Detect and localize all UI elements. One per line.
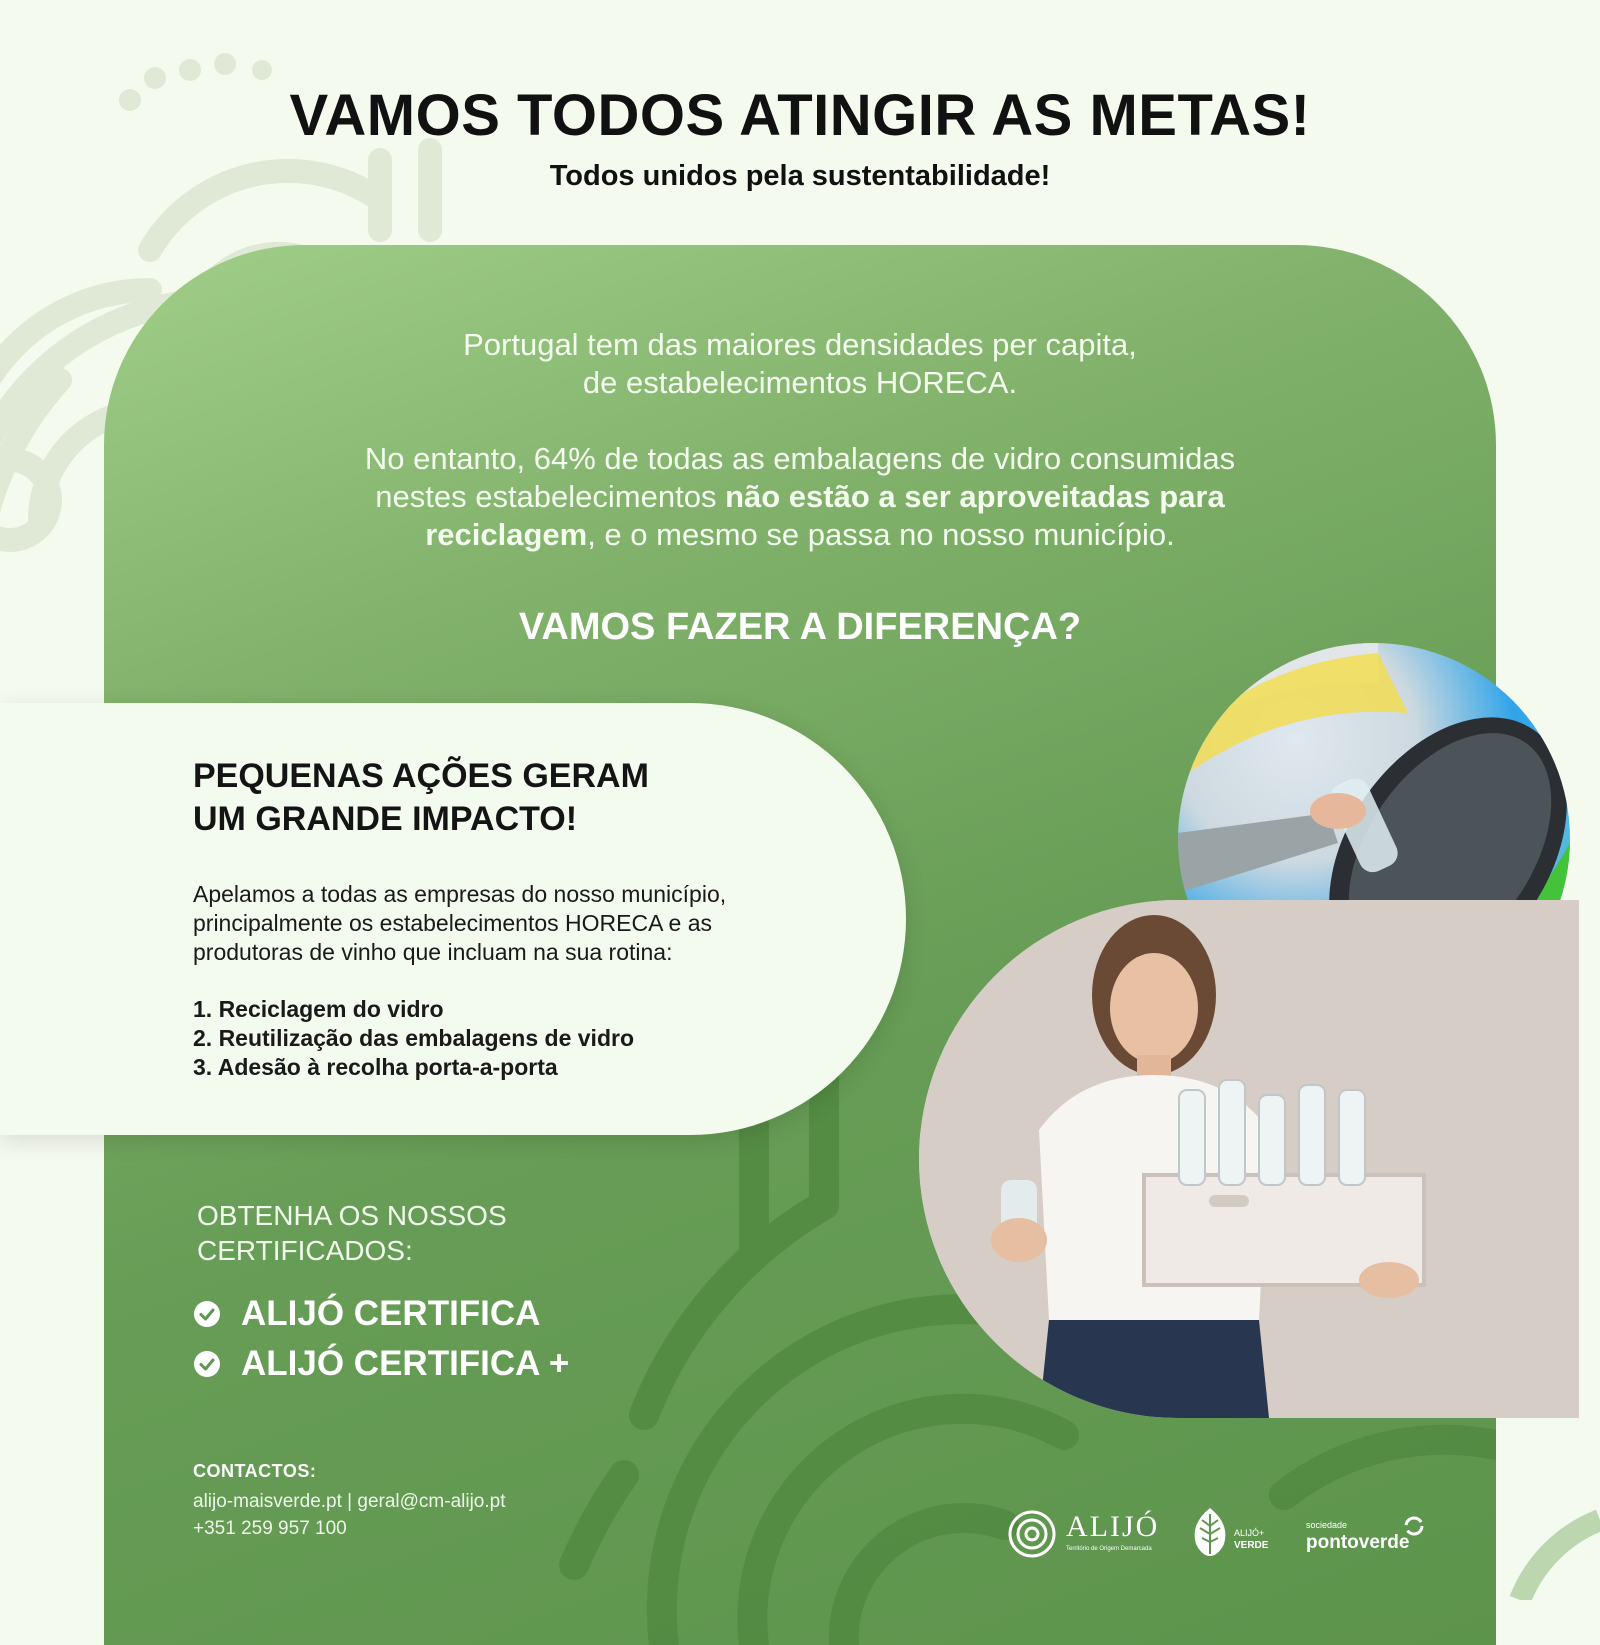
certificate-label: ALIJÓ CERTIFICA + — [241, 1344, 570, 1383]
intro-line: nestes estabelecimentos — [375, 479, 726, 514]
intro-paragraph-1 — [104, 326, 1496, 402]
intro-text — [104, 326, 1496, 554]
list-item: 3. Adesão à recolha porta-a-porta — [193, 1054, 558, 1080]
contacts-web-email: alijo-maisverde.pt | geral@cm-alijo.pt — [193, 1491, 506, 1512]
woman-with-bottles-photo — [919, 900, 1579, 1418]
intro-line: No entanto, 64% de todas as embalagens de vidro consumidas — [364, 441, 1236, 476]
alijo-verde-text: VERDE — [1234, 1540, 1269, 1551]
certificates-heading — [197, 1198, 617, 1268]
check-circle-icon — [193, 1300, 221, 1328]
panel-title-line: PEQUENAS AÇÕES GERAM — [193, 757, 649, 795]
certificate-item — [193, 1342, 569, 1386]
certificate-item — [193, 1292, 540, 1336]
intro-line: de estabelecimentos HORECA. — [582, 365, 1018, 400]
actions-list — [193, 995, 634, 1082]
intro-line: , e o mesmo se passa no nosso município. — [587, 517, 1175, 552]
contacts-phone: +351 259 957 100 — [193, 1518, 347, 1539]
call-to-action: VAMOS FAZER A DIFERENÇA? — [518, 606, 1082, 648]
certificates-heading-line: OBTENHA OS NOSSOS — [197, 1200, 507, 1231]
panel-body-line: principalmente os estabelecimentos HORECA e as — [193, 910, 713, 936]
panel-title — [193, 755, 649, 841]
intro-paragraph-2 — [104, 440, 1496, 554]
certificates-heading-line: CERTIFICADOS: — [197, 1235, 413, 1266]
pontoverde-small-text: sociedade — [1306, 1520, 1348, 1530]
intro-line: Portugal tem das maiores densidades per capita, — [463, 327, 1137, 362]
page-subtitle: Todos unidos pela sustentabilidade! — [549, 160, 1051, 192]
alijo-verde-text: ALIJÓ+ — [1234, 1528, 1265, 1538]
panel-title-line: UM GRANDE IMPACTO! — [193, 800, 578, 838]
list-item: 1. Reciclagem do vidro — [193, 996, 444, 1022]
intro-emphasis: não estão a ser aproveitadas para — [725, 479, 1225, 514]
contacts-label: CONTACTOS: — [193, 1461, 317, 1481]
intro-emphasis: reciclagem — [425, 517, 588, 552]
pontoverde-logo-icon — [1404, 1516, 1424, 1536]
alijo-verde-logo — [1190, 1506, 1280, 1562]
panel-body-line: Apelamos a todas as empresas do nosso município, — [193, 881, 727, 907]
alijo-logo-icon — [1006, 1508, 1058, 1560]
list-item: 2. Reutilização das embalagens de vidro — [193, 1025, 634, 1051]
panel-body-line: produtoras de vinho que incluam na sua rotina: — [193, 939, 673, 965]
pontoverde-logo-text: pontoverde — [1306, 1532, 1410, 1553]
alijo-logo — [1006, 1506, 1166, 1562]
check-circle-icon — [193, 1350, 221, 1378]
woman-illustration — [919, 900, 1579, 1418]
certificate-label: ALIJÓ CERTIFICA — [241, 1294, 541, 1333]
alijo-logo-text: ALIJÓ — [1066, 1510, 1160, 1543]
panel-body — [193, 880, 873, 967]
alijo-logo-tagline: Território de Origem Demarcada — [1066, 1546, 1152, 1552]
leaf-logo-icon — [1190, 1506, 1230, 1558]
page-title: VAMOS TODOS ATINGIR AS METAS! — [289, 83, 1311, 148]
pontoverde-logo — [1306, 1506, 1426, 1562]
